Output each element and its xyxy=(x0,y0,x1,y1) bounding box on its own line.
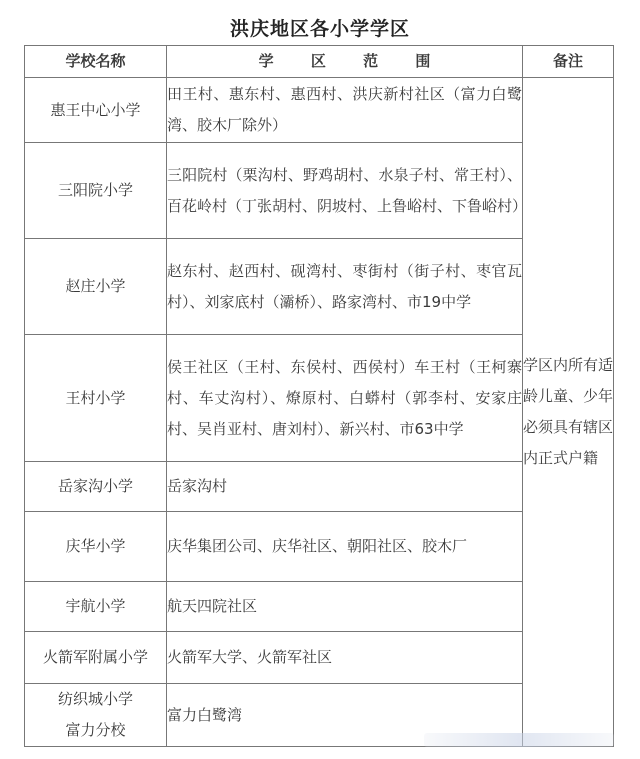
header-note: 备注 xyxy=(523,46,614,78)
table-row xyxy=(25,78,614,143)
school-name: 宇航小学 xyxy=(65,597,126,615)
school-name: 王村小学 xyxy=(65,388,126,407)
school-name: 火箭军附属小学 xyxy=(42,648,148,666)
school-name-cell xyxy=(25,239,167,335)
district-range-cell: 赵东村、赵西村、砚湾村、枣街村（街子村、枣官瓦村）、刘家底村（灞桥）、路家湾村、市19中学 xyxy=(167,239,523,335)
header-district-range xyxy=(167,46,523,78)
school-name-cell xyxy=(25,335,167,462)
district-range-cell: 富力白鹭湾 xyxy=(167,684,523,747)
header-school-name: 学校名称 xyxy=(25,46,167,78)
watermark-strip xyxy=(424,733,614,747)
school-name-cell xyxy=(25,582,167,632)
school-branch-name: 富力分校 xyxy=(65,721,126,739)
school-name: 三阳院小学 xyxy=(57,181,133,199)
district-range-cell: 庆华集团公司、庆华社区、朝阳社区、胶木厂 xyxy=(167,512,523,582)
school-name: 岳家沟小学 xyxy=(57,477,133,495)
district-range-cell: 三阳院村（栗沟村、野鸡胡村、水泉子村、常王村）、百花岭村（丁张胡村、阴坡村、上鲁峪村、下鲁峪村） xyxy=(167,143,523,239)
district-range-cell: 侯王社区（王村、东侯村、西侯村）车王村（王柯寨村、车丈沟村）、燎原村、白蟒村（郭李村、安家庄村、吴肖亚村、唐刘村）、新兴村、市63中学 xyxy=(167,335,523,462)
header-district-range-label: 学 区 范 围 xyxy=(258,52,447,70)
school-name-cell xyxy=(25,512,167,582)
school-name: 赵庄小学 xyxy=(65,277,126,295)
district-range-cell: 田王村、惠东村、惠西村、洪庆新村社区（富力白鹭湾、胶木厂除外） xyxy=(167,78,523,143)
school-name-cell xyxy=(25,143,167,239)
school-name-cell xyxy=(25,684,167,747)
district-range-cell: 航天四院社区 xyxy=(167,582,523,632)
note-cell: 学区内所有适龄儿童、少年必须具有辖区内正式户籍 xyxy=(523,78,614,747)
school-district-table xyxy=(24,45,614,747)
district-range-cell: 火箭军大学、火箭军社区 xyxy=(167,632,523,684)
school-name-cell xyxy=(25,632,167,684)
school-name: 惠王中心小学 xyxy=(50,100,141,119)
school-name-cell xyxy=(25,462,167,512)
school-name: 庆华小学 xyxy=(65,537,126,555)
school-name: 纺织城小学 xyxy=(57,690,133,708)
page-title: 洪庆地区各小学学区 xyxy=(229,18,410,40)
table-header-row xyxy=(25,46,614,78)
school-name-cell xyxy=(25,78,167,143)
district-range-cell: 岳家沟村 xyxy=(167,462,523,512)
